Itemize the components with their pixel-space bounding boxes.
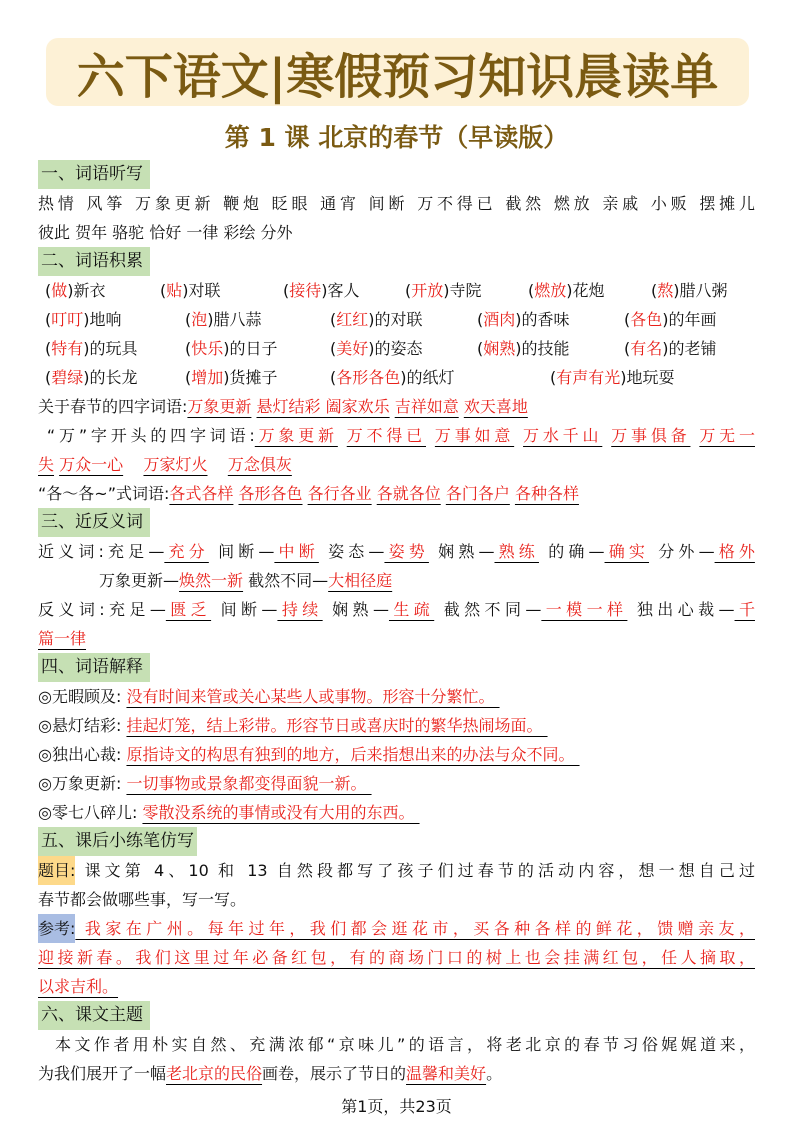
phrase-suffix: 对联 xyxy=(188,281,221,300)
text: 。 xyxy=(486,1064,503,1083)
phrase-answer: 燃放 xyxy=(534,281,567,300)
answer-text: 中断 xyxy=(274,542,319,561)
phrase-suffix: 的年画 xyxy=(668,310,717,329)
answer-text: 各就各位 xyxy=(376,484,441,503)
answer-text: 万念俱灰 xyxy=(227,455,292,474)
page-number: 第1页，共23页 xyxy=(341,1097,452,1116)
phrase-answer: 娴熟 xyxy=(483,339,516,358)
phrase-answer: 熬 xyxy=(657,281,674,300)
text: ◎独出心裁: xyxy=(38,745,127,764)
text-line xyxy=(38,740,755,769)
answer-text: 各式各样 xyxy=(169,484,234,503)
phrase-suffix: 的玩具 xyxy=(89,339,138,358)
text: “万”字开头的四字词语: xyxy=(38,426,255,445)
phrase-answer: 开放 xyxy=(411,281,444,300)
answer-text: 欢天喜地 xyxy=(463,397,528,416)
text xyxy=(207,455,227,474)
phrase-answer: 红红 xyxy=(336,310,369,329)
text-line xyxy=(38,566,755,595)
answer-text: 失 xyxy=(38,455,55,474)
text: “各～各~”式词语: xyxy=(38,484,170,503)
answer-text: 没有时间来管或关心某些人或事物。形容十分繁忙。 xyxy=(126,687,500,706)
text: 反义词:充足— xyxy=(38,600,166,619)
phrase-item: (酒肉)的香味 xyxy=(477,310,570,329)
text: ◎无暇顾及: xyxy=(38,687,127,706)
phrase-answer: 泡 xyxy=(191,310,208,329)
phrase-answer: 碧绿 xyxy=(51,368,84,387)
phrase-suffix: 腊八蒜 xyxy=(213,310,262,329)
page-title: 六下语文|寒假预习知识晨读单 xyxy=(76,48,719,105)
phrase-answer: 特有 xyxy=(51,339,84,358)
phrase-suffix: 客人 xyxy=(327,281,360,300)
answer-text: 千 xyxy=(734,600,755,619)
phrase-row xyxy=(38,334,755,363)
answer-text: 悬灯结彩 阖家欢乐 xyxy=(256,397,390,416)
text: 间断— xyxy=(208,542,275,561)
answer-text: 充分 xyxy=(164,542,209,561)
title-banner xyxy=(46,38,749,106)
answer-text: 各门各户 xyxy=(445,484,510,503)
text: 独出心裁— xyxy=(627,600,735,619)
section-title: 五、课后小练笔仿写 xyxy=(38,827,197,856)
text xyxy=(338,426,347,445)
text-line xyxy=(38,972,755,1001)
answer-text: 万无一 xyxy=(699,426,755,445)
text xyxy=(426,426,435,445)
text-line xyxy=(38,450,755,479)
phrase-suffix: 的技能 xyxy=(521,339,570,358)
answer-text: 万象更新 xyxy=(254,426,338,445)
section-title: 二、词语积累 xyxy=(38,247,150,276)
answer-text: 万众一心 xyxy=(59,455,124,474)
text: 姿态— xyxy=(318,542,385,561)
phrase-answer: 美好 xyxy=(336,339,369,358)
text: 本文作者用朴实自然、充满浓郁“京味儿”的语言，将老北京的春节习俗娓娓道来， xyxy=(38,1035,755,1054)
text-line xyxy=(38,943,755,972)
text-line xyxy=(38,595,755,624)
text-line xyxy=(38,421,755,450)
answer-text: 焕然一新 xyxy=(179,571,244,590)
answer-text: 以求吉利。 xyxy=(38,977,119,996)
phrase-suffix: 花炮 xyxy=(572,281,605,300)
phrase-item: (开放)寺院 xyxy=(405,281,482,300)
text-line xyxy=(38,392,755,421)
phrase-answer: 接待 xyxy=(289,281,322,300)
text-line xyxy=(38,682,755,711)
answer-text: 一模一样 xyxy=(541,600,628,619)
phrase-suffix: 的对联 xyxy=(374,310,423,329)
section-header xyxy=(38,160,755,189)
text: ◎悬灯结彩: xyxy=(38,716,127,735)
answer-text: 持续 xyxy=(277,600,323,619)
worksheet-content xyxy=(38,160,755,1088)
answer-text: 大相径庭 xyxy=(328,571,393,590)
phrase-item: (叮叮)地响 xyxy=(45,310,122,329)
phrase-item: (熬)腊八粥 xyxy=(651,281,728,300)
answer-text: 篇一律 xyxy=(38,629,87,648)
text xyxy=(602,426,611,445)
answer-text: 万家灯火 xyxy=(143,455,208,474)
phrase-suffix: 地响 xyxy=(89,310,122,329)
text: ◎万象更新: xyxy=(38,774,127,793)
phrase-answer: 有声有光 xyxy=(556,368,621,387)
text: 娴熟— xyxy=(428,542,495,561)
answer-text: 各种各样 xyxy=(514,484,579,503)
answer-text: 姿势 xyxy=(384,542,429,561)
phrase-item: (增加)货摊子 xyxy=(185,368,278,387)
text-line xyxy=(38,479,755,508)
section-header xyxy=(38,508,755,537)
text-line xyxy=(38,189,755,218)
answer-text: 迎接新春。我们这里过年必备红包，有的商场门口的树上也会挂满红包，任人摘取， xyxy=(38,948,755,967)
phrase-item: (特有)的玩具 xyxy=(45,339,138,358)
label-tag: 题目: xyxy=(38,856,75,885)
text: 万象更新— xyxy=(38,571,180,590)
answer-text: 万事如意 xyxy=(434,426,515,445)
answer-text: 各行各业 xyxy=(307,484,372,503)
text: 分外— xyxy=(649,542,715,561)
phrase-suffix: 寺院 xyxy=(449,281,482,300)
phrase-item: (有名)的老铺 xyxy=(624,339,717,358)
text: 间断— xyxy=(211,600,278,619)
phrase-answer: 贴 xyxy=(166,281,183,300)
label-tag: 参考: xyxy=(38,914,75,943)
phrase-item: (有声有光)地玩耍 xyxy=(550,368,675,387)
text xyxy=(514,426,523,445)
phrase-suffix: 的老铺 xyxy=(668,339,717,358)
text: 画卷，展示了节日的 xyxy=(262,1064,407,1083)
answer-text: 我家在广州。每年过年，我们都会逛花市，买各种各样的鲜花，馈赠亲友， xyxy=(75,919,755,938)
text: 娴熟— xyxy=(322,600,389,619)
answer-text: 老北京的民俗 xyxy=(166,1064,263,1083)
section-header xyxy=(38,247,755,276)
answer-text: 确实 xyxy=(604,542,650,561)
phrase-suffix: 的姿态 xyxy=(374,339,423,358)
text: 截然不同— xyxy=(243,571,329,590)
text: 截然不同— xyxy=(434,600,542,619)
phrase-item: (接待)客人 xyxy=(283,281,360,300)
answer-text: 温馨和美好 xyxy=(406,1064,487,1083)
section-header xyxy=(38,1001,755,1030)
text-line xyxy=(38,1059,755,1088)
text: 为我们展开了一幅 xyxy=(38,1064,167,1083)
phrase-suffix: 地玩耍 xyxy=(626,368,675,387)
text: 热情 风筝 万象更新 鞭炮 眨眼 通宵 间断 万不得已 截然 燃放 亲戚 小贩 摆摊儿 xyxy=(38,194,755,213)
answer-text: 原指诗文的构思有独到的地方，后来指想出来的办法与众不同。 xyxy=(126,745,580,764)
answer-text: 零散没系统的事情或没有大用的东西。 xyxy=(142,803,420,822)
phrase-answer: 各色 xyxy=(630,310,663,329)
phrase-answer: 酒肉 xyxy=(483,310,516,329)
phrase-suffix: 的纸灯 xyxy=(406,368,455,387)
answer-text: 万事俱备 xyxy=(611,426,691,445)
phrase-answer: 有名 xyxy=(630,339,663,358)
answer-text: 万象更新 xyxy=(187,397,252,416)
text-line xyxy=(38,218,755,247)
text-line xyxy=(38,624,755,653)
section-title: 四、词语解释 xyxy=(38,653,150,682)
phrase-row xyxy=(38,363,755,392)
phrase-item: (贴)对联 xyxy=(160,281,221,300)
section-title: 一、词语听写 xyxy=(38,160,150,189)
answer-text: 万不得已 xyxy=(346,426,426,445)
answer-text: 万水千山 xyxy=(523,426,603,445)
phrase-item: (红红)的对联 xyxy=(330,310,423,329)
phrase-suffix: 腊八粥 xyxy=(679,281,728,300)
phrase-answer: 做 xyxy=(51,281,68,300)
phrase-suffix: 货摊子 xyxy=(229,368,278,387)
text-line xyxy=(38,537,755,566)
text-line xyxy=(38,769,755,798)
phrase-row xyxy=(38,276,755,305)
phrase-answer: 叮叮 xyxy=(51,310,84,329)
text-line xyxy=(38,856,755,885)
text: 春节都会做哪些事，写一写。 xyxy=(38,890,247,909)
phrase-suffix: 的日子 xyxy=(229,339,278,358)
answer-text: 格外 xyxy=(714,542,755,561)
answer-text: 匮乏 xyxy=(165,600,212,619)
lesson-subtitle: 第 1 课 北京的春节（早读版） xyxy=(224,123,569,152)
section-header xyxy=(38,653,755,682)
phrase-item: (快乐)的日子 xyxy=(185,339,278,358)
phrase-suffix: 的香味 xyxy=(521,310,570,329)
text: 关于春节的四字词语: xyxy=(38,397,188,416)
text: 的确— xyxy=(538,542,605,561)
text-line xyxy=(38,914,755,943)
phrase-item: (做)新衣 xyxy=(45,281,106,300)
text-line xyxy=(38,711,755,740)
phrase-item: (各形各色)的纸灯 xyxy=(330,368,455,387)
answer-text: 各形各色 xyxy=(238,484,303,503)
phrase-row xyxy=(38,305,755,334)
text-line xyxy=(38,1030,755,1059)
phrase-item: (碧绿)的长龙 xyxy=(45,368,138,387)
answer-text: 吉祥如意 xyxy=(394,397,459,416)
section-title: 六、课文主题 xyxy=(38,1001,150,1030)
section-title: 三、近反义词 xyxy=(38,508,150,537)
answer-text: 一切事物或景象都变得面貌一新。 xyxy=(126,774,372,793)
phrase-suffix: 新衣 xyxy=(73,281,106,300)
phrase-item: (泡)腊八蒜 xyxy=(185,310,262,329)
text: 彼此 贺年 骆驼 恰好 一律 彩绘 分外 xyxy=(38,223,293,242)
text-line xyxy=(38,885,755,914)
text: ◎零七八碎儿: xyxy=(38,803,143,822)
text-line xyxy=(38,798,755,827)
phrase-answer: 快乐 xyxy=(191,339,224,358)
text: 课文第 4、10 和 13 自然段都写了孩子们过春节的活动内容，想一想自己过 xyxy=(75,861,755,880)
answer-text: 挂起灯笼，结上彩带。形容节日或喜庆时的繁华热闹场面。 xyxy=(126,716,548,735)
phrase-item: (燃放)花炮 xyxy=(528,281,605,300)
phrase-item: (各色)的年画 xyxy=(624,310,717,329)
answer-text: 熟练 xyxy=(494,542,539,561)
phrase-item: (美好)的姿态 xyxy=(330,339,423,358)
text xyxy=(123,455,143,474)
answer-text: 生疏 xyxy=(388,600,435,619)
phrase-answer: 增加 xyxy=(191,368,224,387)
phrase-answer: 各形各色 xyxy=(336,368,401,387)
phrase-item: (娴熟)的技能 xyxy=(477,339,570,358)
section-header xyxy=(38,827,755,856)
text: 近义词:充足— xyxy=(38,542,165,561)
phrase-suffix: 的长龙 xyxy=(89,368,138,387)
